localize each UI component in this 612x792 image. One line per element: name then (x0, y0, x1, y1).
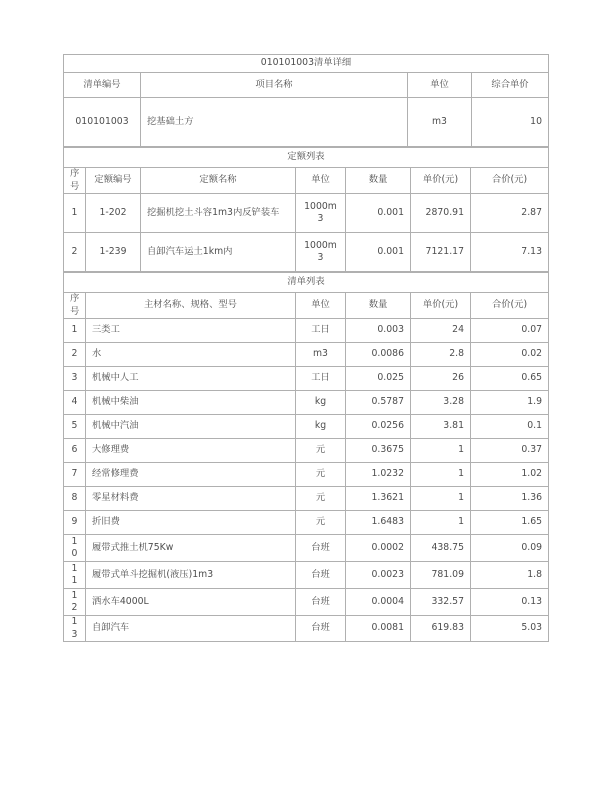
quota-section-title: 定额列表 (64, 148, 549, 168)
col-header-quota-price: 单价(元) (411, 168, 471, 194)
material-unit: kg (296, 415, 346, 439)
material-total: 0.02 (471, 343, 549, 367)
material-name: 大修理费 (86, 439, 296, 463)
table-row (64, 194, 549, 233)
material-qty: 1.0232 (346, 463, 411, 487)
quote-detail-document (63, 54, 548, 642)
item-row (64, 98, 549, 147)
quota-no: 2 (64, 233, 86, 272)
material-no: 3 (64, 367, 86, 391)
item-unit: m3 (408, 98, 472, 147)
material-name: 零星材料费 (86, 487, 296, 511)
material-unit: 工日 (296, 319, 346, 343)
quota-price: 7121.17 (411, 233, 471, 272)
col-header-quota-no: 序号 (64, 168, 86, 194)
material-qty: 0.0004 (346, 589, 411, 616)
quota-code: 1-239 (86, 233, 141, 272)
material-no: 13 (64, 616, 86, 642)
quota-total: 7.13 (471, 233, 549, 272)
material-price: 2.8 (411, 343, 471, 367)
material-unit: kg (296, 391, 346, 415)
col-header-quota-unit: 单位 (296, 168, 346, 194)
material-header-row (64, 293, 549, 319)
table-row (64, 616, 549, 642)
material-no: 1 (64, 319, 86, 343)
material-total: 0.1 (471, 415, 549, 439)
table-row (64, 487, 549, 511)
table-row (64, 463, 549, 487)
material-total: 0.07 (471, 319, 549, 343)
material-price: 3.28 (411, 391, 471, 415)
material-no: 8 (64, 487, 86, 511)
material-price: 1 (411, 463, 471, 487)
quota-code: 1-202 (86, 194, 141, 233)
material-qty: 0.0256 (346, 415, 411, 439)
col-header-material-total: 合价(元) (471, 293, 549, 319)
col-header-item-name: 项目名称 (141, 73, 408, 98)
quota-name: 挖掘机挖土斗容1m3内反铲装车 (141, 194, 296, 233)
material-price: 26 (411, 367, 471, 391)
material-name: 洒水车4000L (86, 589, 296, 616)
material-total: 1.02 (471, 463, 549, 487)
quota-qty: 0.001 (346, 194, 411, 233)
material-section-title: 清单列表 (64, 273, 549, 293)
material-name: 机械中人工 (86, 367, 296, 391)
material-no: 7 (64, 463, 86, 487)
table-row (64, 415, 549, 439)
material-no: 4 (64, 391, 86, 415)
quota-list-table (63, 147, 549, 272)
material-unit: 台班 (296, 535, 346, 562)
material-price: 781.09 (411, 562, 471, 589)
material-total: 0.65 (471, 367, 549, 391)
material-price: 1 (411, 487, 471, 511)
col-header-item-unit-price: 综合单价 (472, 73, 549, 98)
material-no: 9 (64, 511, 86, 535)
material-price: 332.57 (411, 589, 471, 616)
document-banner-row (64, 55, 549, 73)
material-qty: 0.0023 (346, 562, 411, 589)
material-unit: 元 (296, 463, 346, 487)
material-price: 1 (411, 439, 471, 463)
table-row (64, 535, 549, 562)
material-name: 自卸汽车 (86, 616, 296, 642)
material-price: 1 (411, 511, 471, 535)
col-header-item-unit: 单位 (408, 73, 472, 98)
material-name: 折旧费 (86, 511, 296, 535)
material-qty: 1.6483 (346, 511, 411, 535)
material-unit: 元 (296, 511, 346, 535)
table-row (64, 511, 549, 535)
table-row (64, 562, 549, 589)
material-qty: 0.5787 (346, 391, 411, 415)
material-unit: 台班 (296, 616, 346, 642)
material-no: 11 (64, 562, 86, 589)
item-name: 挖基础土方 (141, 98, 408, 147)
col-header-quota-total: 合价(元) (471, 168, 549, 194)
material-total: 1.9 (471, 391, 549, 415)
material-qty: 1.3621 (346, 487, 411, 511)
material-qty: 0.3675 (346, 439, 411, 463)
table-row (64, 233, 549, 272)
material-no: 12 (64, 589, 86, 616)
col-header-quota-code: 定额编号 (86, 168, 141, 194)
item-summary-table (63, 54, 549, 147)
material-qty: 0.025 (346, 367, 411, 391)
material-qty: 0.0086 (346, 343, 411, 367)
material-price: 438.75 (411, 535, 471, 562)
material-price: 24 (411, 319, 471, 343)
item-header-row (64, 73, 549, 98)
material-qty: 0.0002 (346, 535, 411, 562)
material-unit: m3 (296, 343, 346, 367)
quota-name: 自卸汽车运土1km内 (141, 233, 296, 272)
table-row (64, 343, 549, 367)
item-code: 010101003 (64, 98, 141, 147)
material-no: 5 (64, 415, 86, 439)
quota-header-row (64, 168, 549, 194)
material-qty: 0.003 (346, 319, 411, 343)
table-row (64, 319, 549, 343)
material-total: 1.36 (471, 487, 549, 511)
material-total: 0.13 (471, 589, 549, 616)
quota-price: 2870.91 (411, 194, 471, 233)
material-name: 机械中柴油 (86, 391, 296, 415)
material-unit: 台班 (296, 562, 346, 589)
col-header-material-qty: 数量 (346, 293, 411, 319)
material-total: 1.8 (471, 562, 549, 589)
quota-unit: 1000m3 (296, 233, 346, 272)
material-unit: 工日 (296, 367, 346, 391)
material-name: 水 (86, 343, 296, 367)
item-unit-price: 10 (472, 98, 549, 147)
col-header-item-code: 清单编号 (64, 73, 141, 98)
col-header-material-name: 主材名称、规格、型号 (86, 293, 296, 319)
table-row (64, 391, 549, 415)
material-name: 履带式推土机75Kw (86, 535, 296, 562)
material-qty: 0.0081 (346, 616, 411, 642)
material-unit: 元 (296, 439, 346, 463)
document-title: 010101003清单详细 (64, 55, 549, 73)
material-price: 3.81 (411, 415, 471, 439)
quota-no: 1 (64, 194, 86, 233)
material-list-table (63, 272, 549, 642)
material-section-title-row (64, 273, 549, 293)
col-header-material-unit: 单位 (296, 293, 346, 319)
table-row (64, 367, 549, 391)
material-name: 三类工 (86, 319, 296, 343)
table-row (64, 589, 549, 616)
material-unit: 台班 (296, 589, 346, 616)
quota-unit: 1000m3 (296, 194, 346, 233)
material-total: 1.65 (471, 511, 549, 535)
material-no: 2 (64, 343, 86, 367)
material-name: 经常修理费 (86, 463, 296, 487)
col-header-quota-name: 定额名称 (141, 168, 296, 194)
material-unit: 元 (296, 487, 346, 511)
col-header-material-no: 序号 (64, 293, 86, 319)
col-header-material-price: 单价(元) (411, 293, 471, 319)
material-total: 0.09 (471, 535, 549, 562)
quota-qty: 0.001 (346, 233, 411, 272)
material-no: 6 (64, 439, 86, 463)
material-no: 10 (64, 535, 86, 562)
quota-section-title-row (64, 148, 549, 168)
col-header-quota-qty: 数量 (346, 168, 411, 194)
material-total: 0.37 (471, 439, 549, 463)
material-name: 机械中汽油 (86, 415, 296, 439)
quota-total: 2.87 (471, 194, 549, 233)
material-total: 5.03 (471, 616, 549, 642)
material-price: 619.83 (411, 616, 471, 642)
table-row (64, 439, 549, 463)
material-name: 履带式单斗挖掘机(液压)1m3 (86, 562, 296, 589)
